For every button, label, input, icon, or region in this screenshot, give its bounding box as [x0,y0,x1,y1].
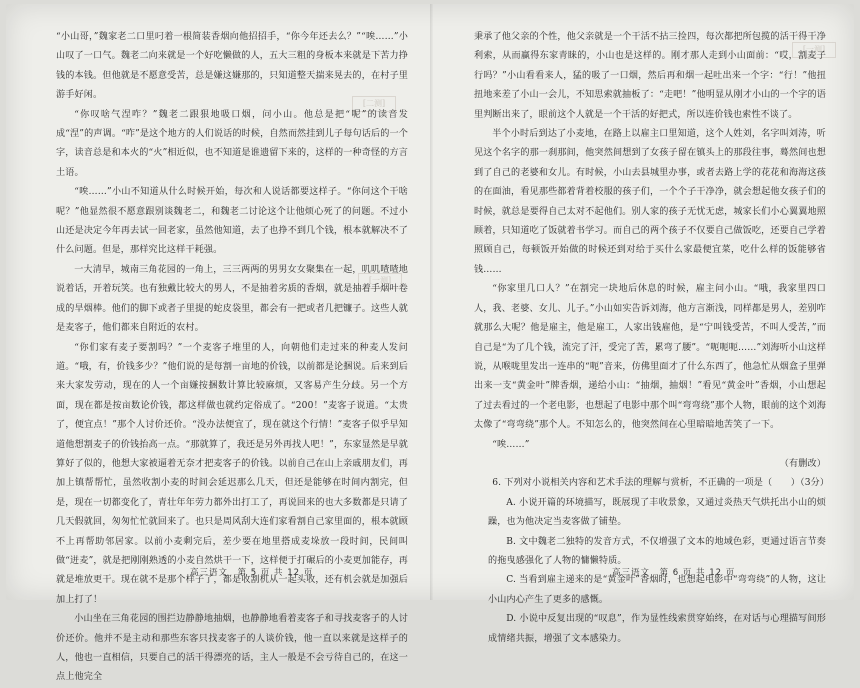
story-paragraph: 小山坐在三角花园的围拦边静静地抽烟，也静静地看着麦客子和寻找麦客子的人讨价还价。他并不是主动和那些东客只找麦客子的人谈价钱，他一直以来就是这样子的人，他也一直相信，只要自己的活干得漂亮的话，主人一般是不会亏待自己的，在这一点上他完全 [56,614,408,683]
page-footer: 高三语文 第 6 页 共 12 页 [612,568,736,578]
answer-option-b: B. 文中魏老二独特的发音方式，不仅增强了文本的地域色彩，更通过语言节奏的拖曳感强化了人物的慵懒特质。 [488,536,826,566]
page-fold [430,4,433,600]
story-paragraph: 半个小时后到达了小麦地，在路上以雇主口里知道，这个人姓刘，名字叫刘涛，听见这个名字的那一刹那间，他突然间想到了女孩子留在镇头上的那段往事，蓦然间也想到了自己的老婆和女儿。有时候，小山去县城里办事，或者去路上学的花花和海海这孩的在面油，看见那些都着背着校服的孩子们，一个个子干净净，就会想起他女孩子们的时候，就总是要得自己太对不起他们。别人家的孩子无忧无虑，城家长们小心翼翼地照顾着，只知道吃了饭就着书学习。而自己的两个孩子不仅要自己做饭吃，还要自己学着照顾自己，每顿饭开始做的时候还到对给于买什么家最便宜菜，吃什么样的饭能够省钱…… [474,129,826,275]
question-stem: 6. 下列对小说相关内容和艺术手法的理解与赏析，不正确的一项是（ ）（3分） [492,478,830,489]
story-paragraph: 一大清早，城南三角花园的一角上，三三两两的男男女女聚集在一起，叽叽喳喳地说着话，开着玩笑。也有独戴比较大的男人，不是抽着劣质的香烟，就是抽着手烟叶卷成的旱烟棒。他们的脚下或者子里提的蛇皮袋里，都会有一把或者几把镰子。这些人就是麦客子，他们都来自附近的农村。 [56,264,408,334]
answer-option-d: D. 小说中反复出现的“叹息”，作为显性线索贯穿始终，在对话与心理描写间形成情绪共振，增强了文本感染力。 [488,614,826,644]
story-paragraph: “你家里几口人？”在割完一块地后休息的时候，雇主问小山。“哦，我家里四口人，我、老婆、女儿、儿子。”小山如实告诉刘海，他方言渐浅，同样都是男人，差别咋就那么大呢？他是雇主，他是雇工，人家出钱雇他，是“宁叫钱受苦，不叫人受苦，”而自己是“为了几个钱，流完了汗，受完了苦，累弯了腰”。“呃呃呃……”刘海听小山这样说，从喉咙里发出一连串的“呃”音来，仿佛里面才了什么东西了，他急忙从烟盒子里弹出来一支“黄金叶”牌香烟，递给小山：“抽烟，抽烟！”看见“黄金叶”香烟，小山想起了过去看过的一个老电影，也想起了电影中那个叫“弯弯绕”那个人物，眼前的这个刘海太像了“弯弯绕”那个人。不知怎么的，他突然间在心里暗暗地苦笑了一下。 [474,284,826,431]
answer-option-a: A. 小说开篇的环境描写，既展现了丰收景象，又通过炎热天气烘托出小山的烦躁，也为他决定当麦客做了铺垫。 [488,497,826,528]
watermark-stamp: [一测] [792,42,836,58]
page-footer: 高三语文 第 5 页 共 12 页 [190,568,314,578]
story-paragraph: 秉承了他父亲的个性，他父亲就是一个干活不拈三捡四，每次都把所包揽的活干得干净利索，从而赢得东家青睐的，小山也是这样的。刚才那人走到小山面前：“哎，割麦子行吗？”小山看看来人，猛的吸了一口烟，然后再和烟一起吐出来一个字：“行！”他扭扭地来差了小山一会儿，不知思索就抽板了：“走吧！”他明显从刚才小山的一个字的语里判断出来了，眼前这个人就是一个干活的好把式，所以连价钱也索性不谈了。 [474,32,826,120]
story-paragraph: “你们家有麦子要割吗？”一个麦客子堆里的人，向朝他们走过来的种麦人发问道。“哦，有，价钱多少？”他们说的是每割一亩地的价钱，以前都是论捆说。后来到后来大家发劳动，现在的人一个亩嫌按捆数计算比较麻烦，又客易产生分歧。另一个方面，现在都是按亩数论价钱，都这样做也就约定俗成了。“200！”麦客子说道。“太贵了，便宜点！”那个人讨价还价。“没办法便宜了，现在就这个行情！”麦客子似乎早知道他想割麦子的价钱抬高一点。“那就算了，我还是另外再找人吧！”，东家显然是早就算好了似的，他想大家被逼着无奈才把麦客子的价钱。以前自己在山上亲戚朋友们，再加上镇帮帮忙，虽然收割小麦的时间会延迟那么几天，但还是能够在时间内割完，但是，现在一切都变化了，青壮年年劳力都外出打工了，再说回来的也大多数都是只请了几天假就回，匆匆忙忙就回来了。也只是周风刮大连们家看割自己家里面的，根本就顾不上再帮助邻居家。以前小麦剩完后，差少要在地里搭成麦垛放一段时间，民间叫做“迸麦”，就是把刚刚熟透的小麦自然烘干一下，这样便于打碾后的小麦更加能存，再就是堆放更干。现在就不是那个样子了，都是收割机从一起头收，还有机会就是加强后加上打了！ [56,342,408,605]
story-paragraph: “你叹啥气涅咋？”魏老二跟狠地吸口烟，问小山。他总是把“呢”的读音发成“涅”的声调。“咋”是这个地方的人们说话的时候，自然而然挂到儿子每句话后的一个字，读音总是和本火的“火”相近似，也不知道是谁遗留下来的，这样的一种奇怪的方言土语。 [56,109,408,178]
watermark-stamp: [二测] [352,96,396,112]
watermark-stamp: [一测] [358,273,402,289]
story-paragraph: “小山哥，”魏家老二口里叼着一根简装香烟向他招招手，“你今年还去么？”“唉……”小山叹了一口气。魏老二向来就是一个好吃懒做的人，五大三粗的身板本来就是下苦力挣钱的本钱。但他就是不愿意受苦，总是嫌这嫌那的，只知道整天揣来晃去的，在村子里游手好闲。 [56,32,408,101]
source-note: （有删改） [779,458,826,469]
story-paragraph: “唉……”小山不知道从什么时候开始，每次和人说话都要这样子。“你问这个干啥呢？”他显然很不愿意跟别谈魏老二，和魏老二讨论这个让他烦心死了的问题。不过小山还是决定今年再去试一回老家，虽然他知道，去了也挣不到几个钱，根本就解决不了什么问题。但是，那样究比这样干耗强。 [56,187,408,256]
story-paragraph: “唉……” [492,439,530,450]
answer-option-c: C. 当看到雇主递来的是“黄金叶”香烟时，也想起电影中“弯弯绕”的人物，这让小山内心产生了更多的感慨。 [488,575,826,605]
